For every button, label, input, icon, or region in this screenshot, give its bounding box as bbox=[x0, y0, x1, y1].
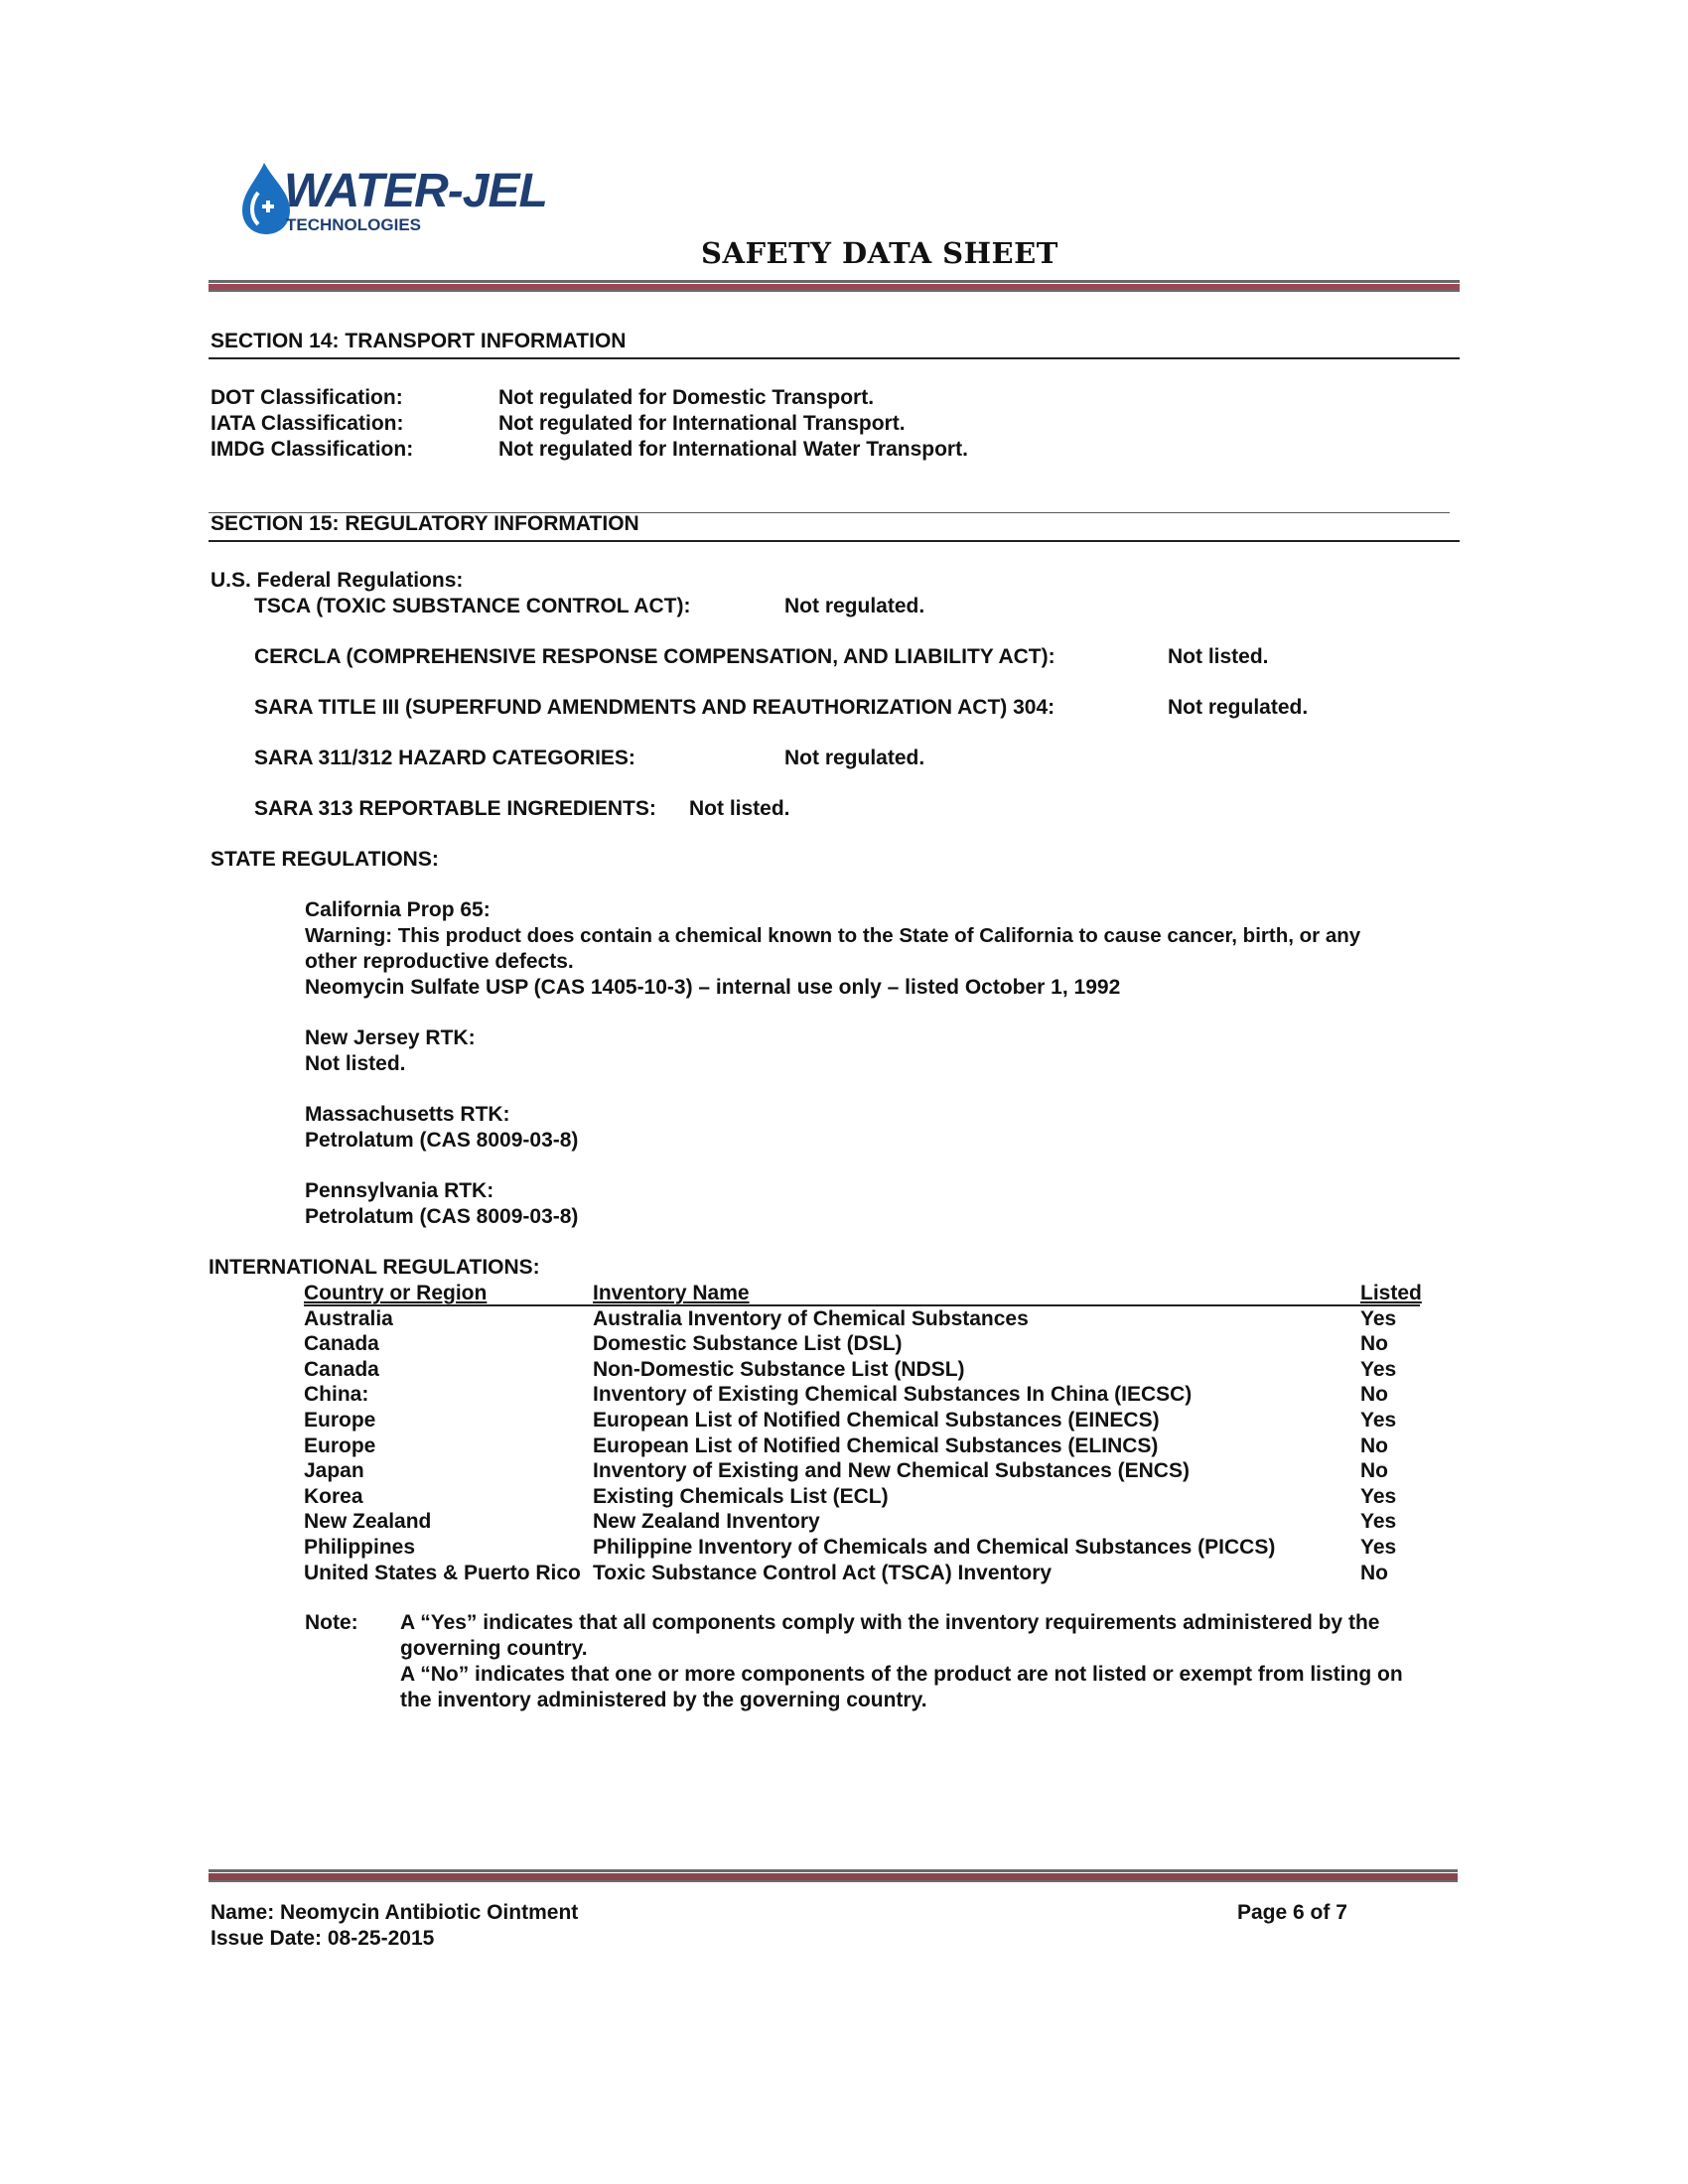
country-cell: Canada bbox=[304, 1357, 379, 1381]
footer-divider-bottom bbox=[209, 1880, 1458, 1882]
sara-304-value: Not regulated. bbox=[1168, 696, 1309, 719]
table-row bbox=[304, 1433, 1440, 1459]
listed-cell: No bbox=[1360, 1383, 1388, 1407]
header-divider bbox=[209, 280, 1460, 283]
dot-classification-value: Not regulated for Domestic Transport. bbox=[498, 386, 875, 409]
table-row bbox=[304, 1535, 1440, 1561]
country-cell: Europe bbox=[304, 1408, 376, 1432]
us-federal-heading: U.S. Federal Regulations: bbox=[211, 569, 464, 592]
note-yes-line1: A “Yes” indicates that all components comply with the inventory requirements administered by the bbox=[400, 1611, 1380, 1634]
company-logo bbox=[236, 161, 604, 240]
inventory-cell: European List of Notified Chemical Substances (EINECS) bbox=[593, 1408, 1160, 1432]
listed-cell: No bbox=[1360, 1561, 1388, 1584]
table-row bbox=[304, 1484, 1440, 1510]
footer-issue-date: Issue Date: 08-25-2015 bbox=[211, 1927, 435, 1950]
table-row bbox=[304, 1357, 1440, 1383]
listed-cell: No bbox=[1360, 1332, 1388, 1356]
section-15-heading: SECTION 15: REGULATORY INFORMATION bbox=[211, 512, 639, 535]
footer-page-number: Page 6 of 7 bbox=[1237, 1901, 1347, 1924]
page-title: SAFETY DATA SHEET bbox=[701, 236, 1058, 270]
listed-cell: Yes bbox=[1360, 1535, 1397, 1559]
column-header-country: Country or Region bbox=[304, 1282, 488, 1304]
listed-cell: Yes bbox=[1360, 1484, 1397, 1508]
section-14-rule bbox=[209, 357, 1460, 359]
note-yes-line2: governing country. bbox=[400, 1637, 588, 1660]
listed-cell: Yes bbox=[1360, 1408, 1397, 1432]
logo-sub-text: TECHNOLOGIES bbox=[286, 215, 422, 234]
tsca-label: TSCA (TOXIC SUBSTANCE CONTROL ACT): bbox=[254, 595, 691, 617]
table-row bbox=[304, 1331, 1440, 1357]
footer-divider bbox=[209, 1869, 1458, 1872]
inventory-cell: European List of Notified Chemical Substances (ELINCS) bbox=[593, 1433, 1159, 1457]
table-row bbox=[304, 1408, 1440, 1433]
inventory-cell: Non-Domestic Substance List (NDSL) bbox=[593, 1357, 965, 1381]
inventory-cell: Australia Inventory of Chemical Substances bbox=[593, 1306, 1029, 1330]
pennsylvania-value: Petrolatum (CAS 8009-03-8) bbox=[305, 1205, 579, 1228]
international-heading: INTERNATIONAL REGULATIONS: bbox=[209, 1256, 540, 1279]
imdg-classification-label: IMDG Classification: bbox=[211, 438, 414, 461]
table-row bbox=[304, 1509, 1440, 1535]
listed-cell: No bbox=[1360, 1433, 1388, 1457]
country-cell: Korea bbox=[304, 1484, 363, 1508]
footer-divider-accent bbox=[209, 1873, 1458, 1880]
section-14-heading: SECTION 14: TRANSPORT INFORMATION bbox=[211, 330, 627, 352]
dot-classification-label: DOT Classification: bbox=[211, 386, 403, 409]
country-cell: Philippines bbox=[304, 1535, 416, 1559]
imdg-classification-value: Not regulated for International Water Transport. bbox=[498, 438, 968, 461]
country-cell: Europe bbox=[304, 1433, 376, 1457]
listed-cell: Yes bbox=[1360, 1306, 1397, 1330]
massachusetts-heading: Massachusetts RTK: bbox=[305, 1103, 510, 1126]
table-header-row bbox=[304, 1281, 1440, 1306]
water-drop-logo-icon bbox=[236, 161, 604, 240]
california-warning-line1: Warning: This product does contain a chemical known to the State of California to cause cancer, birth, or any bbox=[305, 924, 1361, 947]
inventory-cell: Toxic Substance Control Act (TSCA) Inventory bbox=[593, 1561, 1053, 1584]
country-cell: New Zealand bbox=[304, 1510, 432, 1534]
note-label: Note: bbox=[305, 1611, 358, 1634]
sara-311-label: SARA 311/312 HAZARD CATEGORIES: bbox=[254, 747, 635, 769]
logo-brand-text: WATER-JEL bbox=[284, 165, 547, 217]
iata-classification-label: IATA Classification: bbox=[211, 412, 404, 435]
listed-cell: Yes bbox=[1360, 1357, 1397, 1381]
sara-311-value: Not regulated. bbox=[784, 747, 925, 769]
international-inventory-table bbox=[304, 1281, 1440, 1585]
country-cell: Canada bbox=[304, 1332, 379, 1356]
tsca-value: Not regulated. bbox=[784, 595, 925, 617]
inventory-cell: New Zealand Inventory bbox=[593, 1510, 820, 1534]
listed-cell: Yes bbox=[1360, 1510, 1397, 1534]
sara-304-label: SARA TITLE III (SUPERFUND AMENDMENTS AND REAUTHORIZATION ACT) 304: bbox=[254, 696, 1055, 719]
header-divider-bottom bbox=[209, 290, 1460, 292]
cercla-value: Not listed. bbox=[1168, 645, 1269, 668]
inventory-cell: Philippine Inventory of Chemicals and Chemical Substances (PICCS) bbox=[593, 1535, 1276, 1559]
inventory-cell: Existing Chemicals List (ECL) bbox=[593, 1484, 889, 1508]
sara-313-value: Not listed. bbox=[689, 797, 790, 820]
california-note: Neomycin Sulfate USP (CAS 1405-10-3) – internal use only – listed October 1, 1992 bbox=[305, 976, 1121, 999]
country-cell: China: bbox=[304, 1383, 369, 1407]
california-warning-line2: other reproductive defects. bbox=[305, 950, 574, 973]
california-heading: California Prop 65: bbox=[305, 898, 491, 921]
table-row bbox=[304, 1306, 1440, 1332]
inventory-cell: Domestic Substance List (DSL) bbox=[593, 1332, 903, 1356]
country-cell: Japan bbox=[304, 1459, 364, 1483]
sara-313-label: SARA 313 REPORTABLE INGREDIENTS: bbox=[254, 797, 656, 820]
table-header-rule bbox=[304, 1304, 1420, 1306]
country-cell: Australia bbox=[304, 1306, 393, 1330]
column-header-listed: Listed bbox=[1360, 1282, 1422, 1304]
table-row bbox=[304, 1382, 1440, 1408]
footer-product-name: Name: Neomycin Antibiotic Ointment bbox=[211, 1901, 579, 1924]
table-row bbox=[304, 1458, 1440, 1484]
iata-classification-value: Not regulated for International Transport. bbox=[498, 412, 906, 435]
state-regulations-heading: STATE REGULATIONS: bbox=[211, 848, 439, 871]
listed-cell: No bbox=[1360, 1459, 1388, 1483]
section-15-rule bbox=[209, 540, 1460, 542]
massachusetts-value: Petrolatum (CAS 8009-03-8) bbox=[305, 1129, 579, 1152]
column-header-inventory: Inventory Name bbox=[593, 1282, 750, 1304]
cercla-label: CERCLA (COMPREHENSIVE RESPONSE COMPENSATION, AND LIABILITY ACT): bbox=[254, 645, 1055, 668]
new-jersey-heading: New Jersey RTK: bbox=[305, 1026, 476, 1049]
country-cell: United States & Puerto Rico bbox=[304, 1561, 581, 1584]
inventory-cell: Inventory of Existing and New Chemical Substances (ENCS) bbox=[593, 1459, 1190, 1483]
table-row bbox=[304, 1561, 1440, 1586]
new-jersey-value: Not listed. bbox=[305, 1052, 406, 1075]
note-no-line1: A “No” indicates that one or more components of the product are not listed or exempt from listing on bbox=[400, 1663, 1403, 1686]
pennsylvania-heading: Pennsylvania RTK: bbox=[305, 1179, 494, 1202]
note-no-line2: the inventory administered by the governing country. bbox=[400, 1689, 927, 1711]
inventory-cell: Inventory of Existing Chemical Substances In China (IECSC) bbox=[593, 1383, 1193, 1407]
